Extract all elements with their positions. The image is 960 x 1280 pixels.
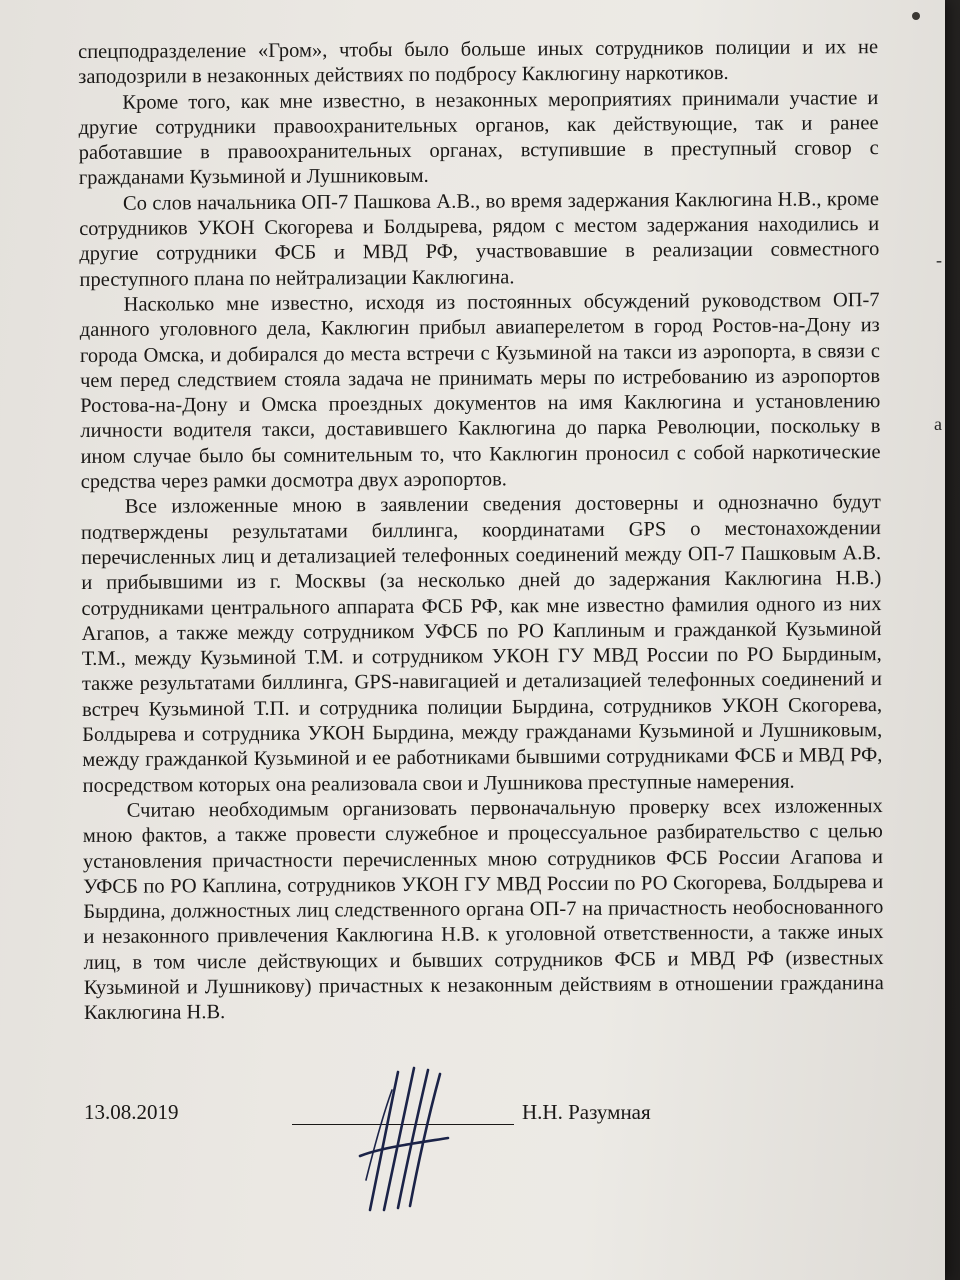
signature-block: [0, 1060, 945, 1220]
paragraph-3: Со слов начальника ОП-7 Пашкова А.В., во время задержания Каклюгина Н.В., кроме сотрудников УКОН Скогорева и Болдырева, рядом с местом задержания находились и другие сотрудники ФСБ и МВД РФ, участвовавшие в реализации совместного преступного плана по нейтрализации Каклюгина.: [79, 187, 880, 291]
margin-letter: а: [934, 414, 942, 434]
paragraph-1: спецподразделение «Гром», чтобы было больше иных сотрудников полиции и их не заподозрили в незаконных действиях по подбросу Каклюгину наркотиков.: [78, 36, 879, 89]
paragraph-4: Насколько мне известно, исходя из постоянных обсуждений руководством ОП-7 данного уголовного дела, Каклюгин прибыл авиаперелетом в город Ростов-на-Дону из города Омска, и добирался до места встречи с Кузьминой на такси из аэропорта, в связи с чем перед следствием стояла задача не принимать меры по истребованию из аэропортов Ростова-на-Дону и Омска проездных документов на имя Каклюгина и установлению личности водителя такси, доставившего Каклюгина до парка Революции, поскольку в ином случае было бы сомнительным то, что Каклюгин проносил с собой наркотические средства через рамки досмотра двух аэропортов.: [79, 289, 881, 494]
paragraph-5: Все изложенные мною в заявлении сведения достоверны и однозначно будут подтверждены результатами биллинга, координатами GPS о местонахождении перечисленных лиц и детализацией телефонных соединений между ОП-7 Пашковым А.В. и прибывшими из г. Москвы (за несколько дней до задержания Каклюгина Н.В.) сотрудниками центрального аппарата ФСБ РФ, как мне известно фамилия одного из них Агапов, а также между сотрудником УФСБ по РО Каплиным и гражданкой Кузьминой Т.М., между Кузьминой Т.М. и сотрудником УКОН ГУ МВД России по РО Бырдиным, также результатами биллинга, GPS-навигацией и детализацией телефонных соединений и встреч Кузьминой Т.П. и сотрудника полиции Бырдина, сотрудников УКОН Скогорева, Болдырева и сотрудника УКОН Бырдина, между гражданами Кузьминой и Лушниковым, между гражданкой Кузьминой и ее работниками бывшими сотрудниками ФСБ и МВД РФ, посредством которых она реализовала свои и Лушникова преступные намерения.: [80, 491, 883, 797]
paragraph-2: Кроме того, как мне известно, в незаконных мероприятиях принимали участие и другие сотрудники правоохранительных органов, как действующие, так и ранее работавшие в правоохранительных органах, вступившие в преступный сговор с гражданами Кузьминой и Лушниковым.: [78, 86, 879, 190]
corner-mark: [912, 12, 920, 20]
document-date: 13.08.2019: [84, 1100, 179, 1124]
document-body: [78, 35, 884, 1026]
signer-name: Н.Н. Разумная: [522, 1100, 651, 1124]
paragraph-6: Считаю необходимым организовать первоначальную проверку всех изложенных мною фактов, а также провести служебное и процессуальное разбирательство с целью установления причастности перечисленных мною сотрудников ФСБ России Агапова и УФСБ по РО Каплина, сотрудников УКОН ГУ МВД России по РО Скогорева, Болдырева и Бырдина, должностных лиц следственного органа ОП-7 на причастность необоснованного и незаконного привлечения Каклюгина Н.В. к уголовной ответственности, а также иных лиц, в том числе действующих и бывших сотрудников ФСБ и МВД РФ (известных Кузьминой и Лушникову) причастных к незаконным действиям в отношении гражданина Каклюгина Н.В.: [82, 795, 884, 1025]
margin-dash: -: [936, 250, 942, 270]
handwritten-signature: [340, 1060, 460, 1220]
